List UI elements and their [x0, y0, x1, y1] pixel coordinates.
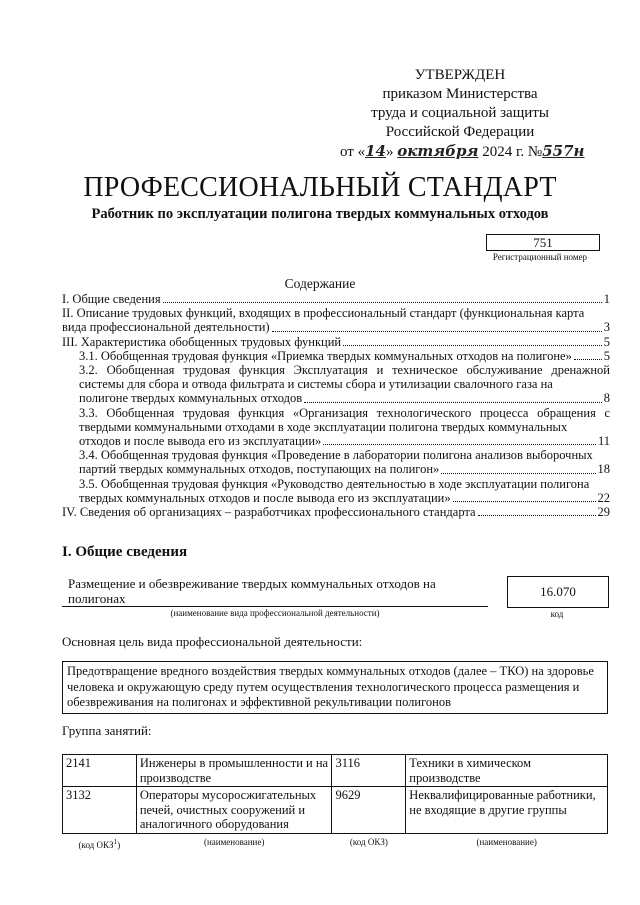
okz-name: Инженеры в промышленности и на производстве — [136, 755, 332, 787]
approval-line-labor: труда и социальной защиты — [371, 105, 549, 121]
order-number: 557н — [542, 142, 585, 160]
toc-item-text-cont: вида профессиональной деятельности) — [62, 320, 270, 335]
activity-underline — [62, 606, 488, 607]
order-year: 2024 г. № — [482, 144, 543, 160]
activity-caption: (наименование вида профессиональной деятельности) — [170, 608, 380, 618]
caption-name: (наименование) — [476, 836, 537, 847]
toc-item-text-cont: партий твердых коммунальных отходов, поступающих на полигон» — [79, 462, 440, 477]
toc-leader — [323, 444, 596, 445]
group-label: Группа занятий: — [62, 723, 152, 738]
toc-leader — [163, 302, 602, 303]
toc-item[interactable] — [62, 335, 610, 349]
okz-code: 9629 — [332, 787, 406, 834]
approval-line-ministry: приказом Министерства — [382, 86, 538, 102]
activity-name: Размещение и обезвреживание твердых коммунальных отходов на полигонах — [68, 576, 436, 606]
toc-item-text-cont: полигоне твердых коммунальных отходов — [79, 391, 303, 406]
toc-item-page: 22 — [597, 490, 610, 505]
toc-leader — [441, 473, 595, 474]
table-caption-row — [63, 833, 608, 853]
approval-block — [340, 66, 585, 162]
caption-code-okz: (код ОКЗ$^1$) — [78, 836, 121, 850]
activity-code-box: 16.070 — [507, 576, 609, 608]
caption-code-okz: (код ОКЗ) — [349, 836, 388, 847]
okz-name: Неквалифицированные работники, не входящие в другие группы — [406, 787, 608, 834]
toc-leader — [272, 331, 602, 332]
okz-code: 2141 — [63, 755, 137, 787]
toc-item-text: 3.1. Обобщенная трудовая функция «Приемка твердых коммунальных отходов на полигоне» — [79, 348, 572, 363]
toc-leader — [343, 345, 602, 346]
table-row — [63, 787, 608, 834]
toc-item-page: 5 — [603, 348, 610, 363]
goal-box: Предотвращение вредного воздействия твердых коммунальных отходов (далее – ТКО) на здоровье человека и окружающую среду путем осуществления технологического процесса размещения и обезвреживания на полигонах и эффективной рекультивации полигонов — [62, 661, 608, 714]
occupation-groups-table — [62, 754, 608, 853]
toc-item-text-cont: твердых коммунальных отходов и после вывода его из эксплуатации» — [79, 490, 451, 505]
toc-leader — [574, 359, 602, 360]
toc-item-page: 11 — [597, 434, 610, 449]
goal-label: Основная цель вида профессиональной деятельности: — [62, 634, 363, 649]
toc-item-page: 1 — [603, 292, 610, 306]
toc-item-text: 3.2. Обобщенная трудовая функция Эксплуатация и техническое обслуживание дренажной системы для сбора и отвода фильтрата и системы сбора и утилизации свалочного газа на — [79, 363, 610, 392]
caption-name: (наименование) — [203, 836, 265, 847]
toc-item[interactable] — [62, 477, 610, 505]
toc-item-page: 29 — [597, 505, 610, 520]
registration-number-box: 751 — [486, 234, 600, 251]
toc-item-text: II. Описание трудовых функций, входящих в профессиональный стандарт (функциональная карта — [62, 306, 585, 321]
toc-heading: Содержание — [284, 276, 356, 291]
toc-item[interactable] — [62, 349, 610, 363]
toc-item[interactable] — [62, 505, 610, 519]
toc-item[interactable] — [62, 292, 610, 306]
registration-caption: Регистрационный номер — [492, 252, 588, 262]
toc-item-page: 8 — [603, 391, 610, 406]
toc-item-text: 3.4. Обобщенная трудовая функция «Проведение в лаборатории полигона анализов выборочных — [79, 448, 593, 463]
toc-item[interactable] — [62, 363, 610, 406]
toc-item-text: III. Характеристика обобщенных трудовых функций — [62, 334, 342, 349]
okz-code: 3116 — [332, 755, 406, 787]
order-day: 14 — [365, 142, 386, 160]
toc-item[interactable] — [62, 406, 610, 449]
toc-item-text-cont: отходов и после вывода его из эксплуатации» — [79, 434, 322, 449]
toc-item[interactable] — [62, 306, 610, 334]
toc-leader — [304, 402, 602, 403]
order-prefix: от « — [340, 144, 366, 160]
table-of-contents — [62, 292, 610, 519]
order-date-line — [340, 142, 585, 162]
toc-item-text: IV. Сведения об организациях – разработчиках профессионального стандарта — [62, 505, 476, 520]
page-subtitle: Работник по эксплуатации полигона твердых коммунальных отходов — [91, 206, 549, 222]
order-month: октября — [397, 142, 479, 160]
toc-item-text: I. Общие сведения — [62, 292, 161, 306]
table-row — [63, 755, 608, 787]
okz-name: Операторы мусоросжигательных печей, очистных сооружений и аналогичного оборудования — [136, 787, 332, 834]
toc-item-page: 3 — [603, 320, 610, 335]
toc-item-text: 3.3. Обобщенная трудовая функция «Организация технологического процесса обращения с твердыми коммунальными отходами в ходе эксплуатации полигона твердых коммунальных — [79, 405, 610, 434]
toc-leader — [478, 515, 596, 516]
page-title: ПРОФЕССИОНАЛЬНЫЙ СТАНДАРТ — [83, 172, 557, 203]
toc-item[interactable] — [62, 448, 610, 476]
approval-line-federation: Российской Федерации — [385, 124, 535, 140]
section-title: I. Общие сведения — [62, 544, 188, 560]
okz-code: 3132 — [63, 787, 137, 834]
toc-leader — [453, 501, 596, 502]
approval-status: УТВЕРЖДЕН — [414, 67, 506, 83]
toc-item-page: 5 — [603, 334, 610, 349]
toc-item-text: 3.5. Обобщенная трудовая функция «Руководство деятельностью в ходе эксплуатации полигона — [79, 476, 590, 491]
okz-name: Техники в химическом производстве — [406, 755, 608, 787]
activity-code-caption: код — [550, 609, 564, 619]
order-mid: » — [385, 144, 394, 160]
toc-item-page: 18 — [597, 462, 610, 477]
